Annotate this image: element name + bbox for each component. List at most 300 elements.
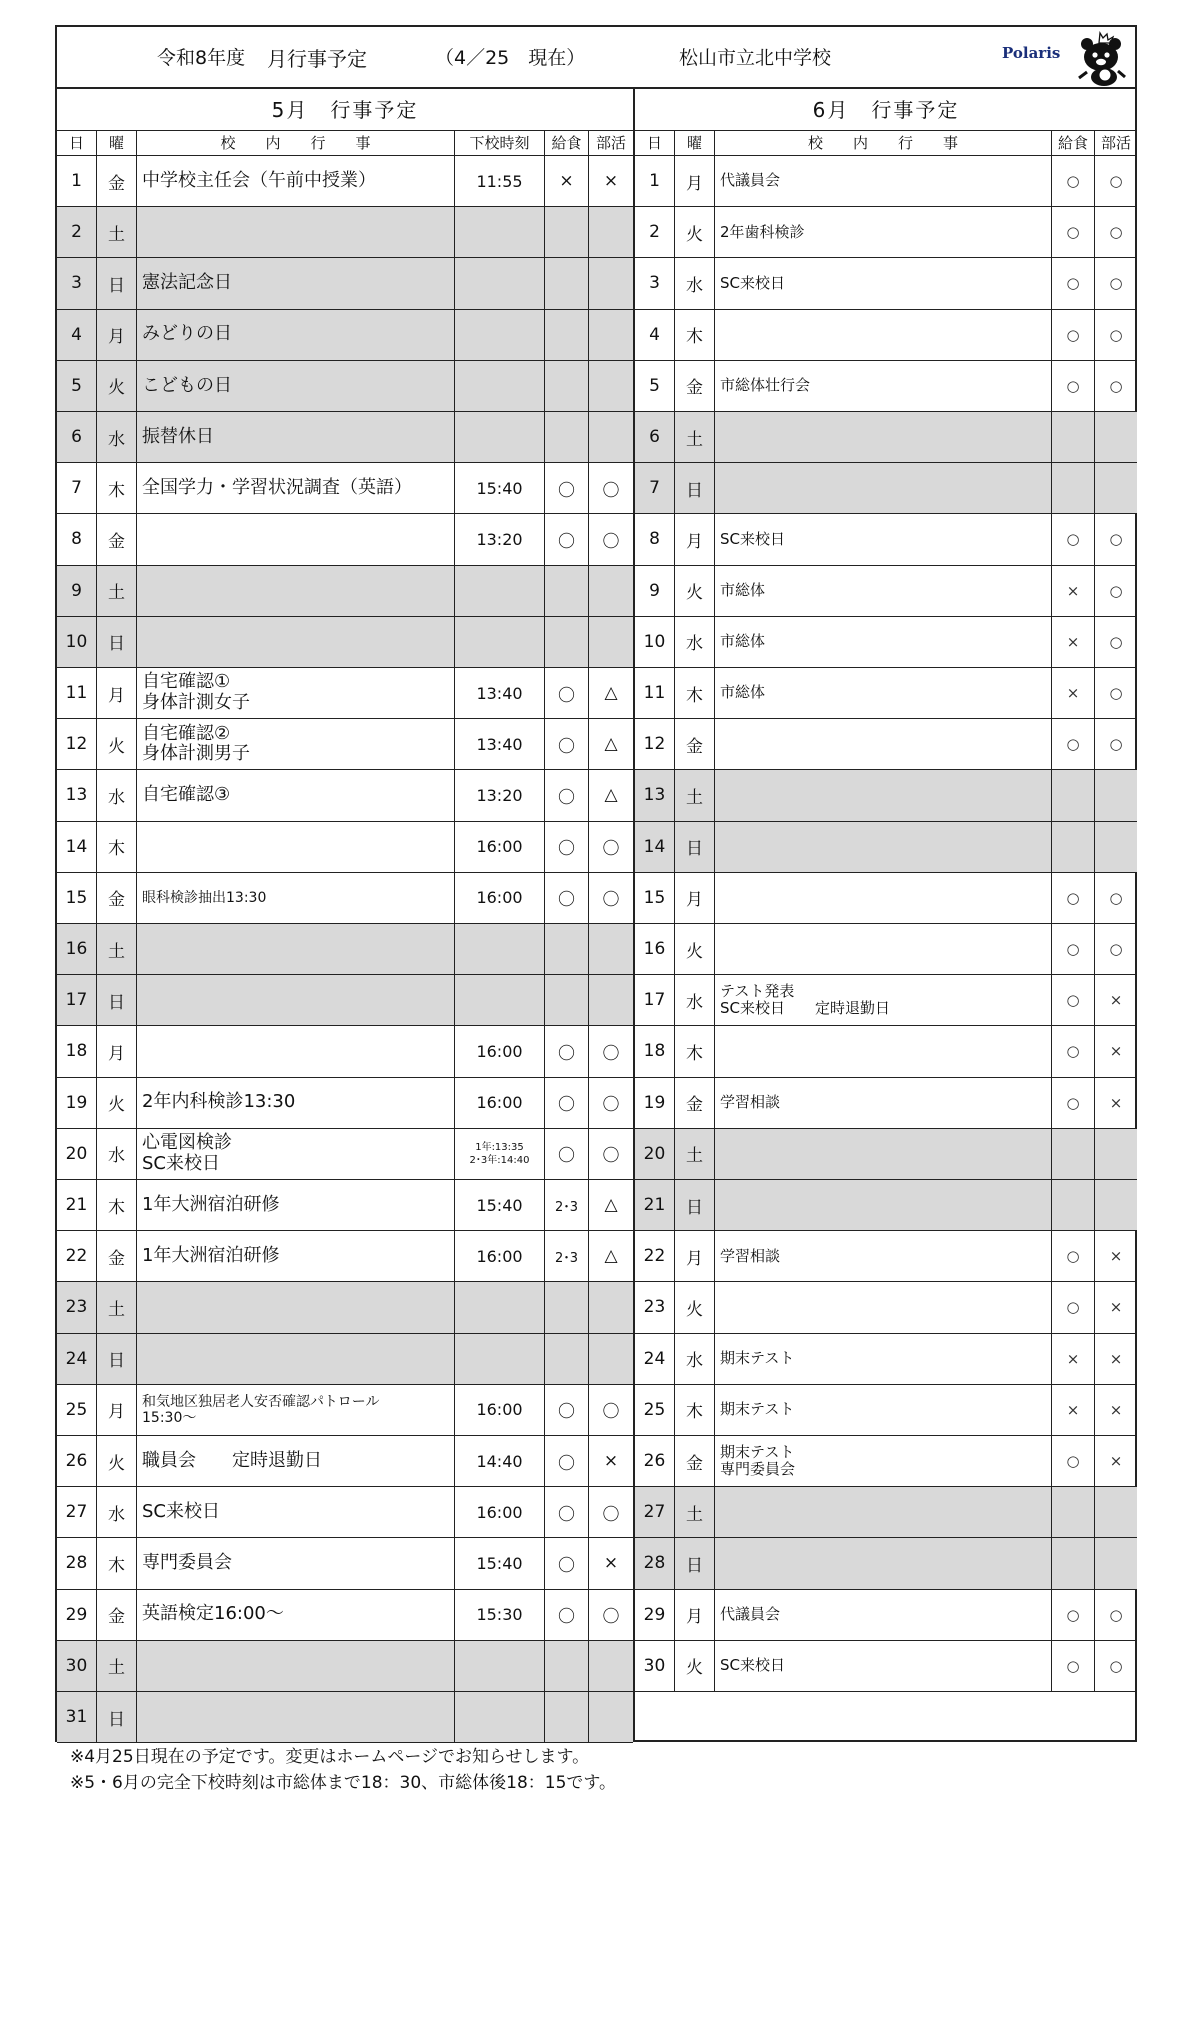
club-cell	[589, 412, 633, 462]
day-cell: 30	[57, 1641, 97, 1691]
june-column-headers	[635, 131, 1137, 156]
event-cell: こどもの日	[137, 361, 455, 411]
event-cell: 学習相談	[715, 1078, 1052, 1128]
club-cell: ○	[1109, 684, 1123, 703]
day-cell: 13	[57, 770, 97, 820]
lunch-cell: 〇	[545, 514, 589, 564]
event-cell	[137, 1282, 455, 1332]
lunch-cell: 〇	[545, 1078, 589, 1128]
club-cell: 〇	[602, 480, 620, 501]
dismissal-time-cell: 16:00	[455, 1026, 545, 1076]
day-cell: 28	[57, 1538, 97, 1588]
day-cell: 2	[635, 207, 675, 257]
weekday-cell: 金	[675, 719, 715, 769]
event-cell	[715, 310, 1052, 360]
club-cell	[589, 1334, 633, 1384]
club-cell: ○	[1109, 325, 1123, 344]
footnote: ※4月25日現在の予定です。変更はホームページでお知らせします。	[70, 1747, 590, 1767]
weekday-cell: 月	[675, 1231, 715, 1281]
weekday-cell: 火	[675, 1282, 715, 1332]
weekday-cell: 土	[97, 207, 137, 257]
table-row	[57, 1334, 633, 1385]
weekday-cell: 月	[675, 873, 715, 923]
event-cell	[715, 1487, 1052, 1537]
day-cell: 25	[57, 1385, 97, 1435]
dismissal-time-cell	[455, 258, 545, 308]
table-row	[635, 1129, 1137, 1180]
table-row	[57, 668, 633, 719]
event-cell	[137, 924, 455, 974]
day-cell: 1	[57, 156, 97, 206]
weekday-cell: 土	[675, 1129, 715, 1179]
day-cell: 6	[57, 412, 97, 462]
table-row	[57, 1282, 633, 1333]
club-cell	[1095, 1180, 1137, 1230]
lunch-cell: ○	[1052, 873, 1095, 923]
lunch-cell	[1052, 1538, 1095, 1588]
club-cell	[589, 566, 633, 616]
event-cell: 代議員会	[715, 156, 1052, 206]
table-row	[57, 1180, 633, 1231]
weekday-cell: 木	[675, 1385, 715, 1435]
club-cell	[589, 207, 633, 257]
weekday-cell: 月	[97, 668, 137, 718]
weekday-cell: 木	[97, 822, 137, 872]
club-cell: ○	[1109, 888, 1123, 907]
weekday-cell: 日	[675, 1538, 715, 1588]
table-row	[57, 1231, 633, 1282]
lunch-cell: ○	[1052, 1436, 1095, 1486]
table-row	[635, 463, 1137, 514]
dismissal-time-cell: 16:00	[455, 873, 545, 923]
event-cell: 1年大洲宿泊研修	[137, 1180, 455, 1230]
day-cell: 20	[635, 1129, 675, 1179]
lunch-cell: ○	[1052, 514, 1095, 564]
weekday-cell: 日	[97, 617, 137, 667]
lunch-cell	[1052, 822, 1095, 872]
lunch-cell	[1052, 1129, 1095, 1179]
table-row	[635, 310, 1137, 361]
lunch-cell: 〇	[545, 719, 589, 769]
lunch-cell: ×	[1052, 1385, 1095, 1435]
table-row	[57, 412, 633, 463]
day-cell: 30	[635, 1641, 675, 1691]
weekday-cell: 金	[97, 514, 137, 564]
day-cell: 26	[635, 1436, 675, 1486]
event-cell: 学習相談	[715, 1231, 1052, 1281]
lunch-cell: ○	[1052, 1282, 1095, 1332]
weekday-cell: 火	[97, 361, 137, 411]
event-cell: テスト発表 SC来校日 定時退勤日	[715, 975, 1052, 1025]
day-cell: 22	[57, 1231, 97, 1281]
col-weekday: 曜	[675, 131, 715, 156]
club-cell: ○	[1109, 223, 1123, 242]
club-cell: ○	[1109, 172, 1123, 191]
dismissal-time-cell: 13:40	[455, 719, 545, 769]
lunch-cell	[1052, 1180, 1095, 1230]
weekday-cell: 金	[675, 1436, 715, 1486]
club-cell	[589, 1282, 633, 1332]
lunch-cell: ○	[1052, 361, 1095, 411]
lunch-cell	[1052, 770, 1095, 820]
dismissal-time-cell	[455, 412, 545, 462]
event-cell: 市総体壮行会	[715, 361, 1052, 411]
club-cell: △	[604, 683, 618, 704]
event-cell: 代議員会	[715, 1590, 1052, 1640]
table-row	[635, 514, 1137, 565]
day-cell: 8	[635, 514, 675, 564]
weekday-cell: 月	[675, 156, 715, 206]
club-cell	[589, 361, 633, 411]
table-row	[57, 1590, 633, 1641]
day-cell: 12	[635, 719, 675, 769]
dismissal-time-cell: 13:20	[455, 514, 545, 564]
lunch-cell	[545, 207, 589, 257]
table-row	[57, 1538, 633, 1589]
schedule-sheet	[55, 25, 1137, 1742]
dismissal-time-cell: 15:40	[455, 463, 545, 513]
club-cell: 〇	[602, 1146, 620, 1167]
day-cell: 12	[57, 719, 97, 769]
day-cell: 2	[57, 207, 97, 257]
lunch-cell: 2･3	[545, 1180, 589, 1230]
lunch-cell: 〇	[545, 1385, 589, 1435]
event-cell: SC来校日	[715, 514, 1052, 564]
table-row	[635, 1026, 1137, 1077]
dismissal-time-cell	[455, 566, 545, 616]
club-cell: △	[604, 1246, 618, 1267]
footnote: ※5・6月の完全下校時刻は市総体まで18：30、市総体後18：15です。	[70, 1773, 617, 1793]
day-cell: 25	[635, 1385, 675, 1435]
table-row	[57, 617, 633, 668]
lunch-cell: ○	[1052, 207, 1095, 257]
event-cell	[137, 566, 455, 616]
event-cell: 和気地区独居老人安否確認パトロール 15:30～	[137, 1385, 455, 1435]
club-cell	[1095, 1487, 1137, 1537]
event-cell: 心電図検診 SC来校日	[137, 1129, 455, 1179]
event-cell	[715, 412, 1052, 462]
table-row	[635, 668, 1137, 719]
day-cell: 10	[635, 617, 675, 667]
event-cell	[137, 617, 455, 667]
event-cell	[715, 1129, 1052, 1179]
weekday-cell: 金	[675, 361, 715, 411]
weekday-cell: 日	[97, 975, 137, 1025]
table-row	[57, 1078, 633, 1129]
june-calendar	[635, 89, 1137, 1742]
lunch-cell	[545, 1641, 589, 1691]
lunch-cell: ○	[1052, 310, 1095, 360]
table-row	[57, 566, 633, 617]
club-cell: 〇	[602, 1095, 620, 1116]
weekday-cell: 木	[675, 668, 715, 718]
weekday-cell: 木	[97, 1538, 137, 1588]
table-row	[57, 1385, 633, 1436]
club-cell	[589, 310, 633, 360]
lunch-cell: 〇	[545, 1590, 589, 1640]
col-club: 部活	[595, 134, 626, 152]
table-row	[635, 361, 1137, 412]
club-cell: △	[604, 1195, 618, 1216]
weekday-cell: 火	[97, 1436, 137, 1486]
lunch-cell	[545, 258, 589, 308]
dismissal-time-cell: 15:40	[455, 1538, 545, 1588]
event-cell	[137, 1641, 455, 1691]
event-cell: 専門委員会	[137, 1538, 455, 1588]
school-name: 松山市立北中学校	[679, 47, 832, 69]
day-cell: 5	[57, 361, 97, 411]
weekday-cell: 月	[675, 514, 715, 564]
event-cell	[715, 1538, 1052, 1588]
bear-mascot-icon	[1060, 31, 1136, 87]
club-cell: ○	[1109, 274, 1123, 293]
table-row	[57, 1487, 633, 1538]
dismissal-time-cell	[455, 1692, 545, 1742]
table-row	[635, 1436, 1137, 1487]
lunch-cell: 〇	[545, 668, 589, 718]
table-row	[57, 873, 633, 924]
table-row	[635, 207, 1137, 258]
weekday-cell: 土	[97, 1641, 137, 1691]
event-cell: 職員会 定時退勤日	[137, 1436, 455, 1486]
weekday-cell: 木	[675, 310, 715, 360]
table-row	[635, 1538, 1137, 1589]
may-title: 5月 行事予定	[57, 89, 633, 131]
club-cell	[589, 617, 633, 667]
table-row	[635, 1231, 1137, 1282]
weekday-cell: 金	[97, 156, 137, 206]
event-cell: 自宅確認③	[137, 770, 455, 820]
table-row	[635, 258, 1137, 309]
weekday-cell: 木	[675, 1026, 715, 1076]
col-weekday: 曜	[97, 131, 137, 156]
title-row	[57, 27, 1135, 89]
lunch-cell: ×	[545, 156, 589, 206]
lunch-cell	[545, 924, 589, 974]
table-row	[635, 975, 1137, 1026]
day-cell: 24	[57, 1334, 97, 1384]
weekday-cell: 日	[97, 1334, 137, 1384]
may-calendar	[57, 89, 635, 1742]
lunch-cell	[545, 310, 589, 360]
event-cell	[137, 1692, 455, 1742]
dismissal-time-cell: 1年:13:35 2･3年:14:40	[455, 1129, 545, 1179]
lunch-cell: ○	[1052, 1026, 1095, 1076]
weekday-cell: 日	[97, 1692, 137, 1742]
lunch-cell: 〇	[545, 463, 589, 513]
weekday-cell: 土	[97, 566, 137, 616]
club-cell: ×	[1109, 991, 1123, 1010]
lunch-cell: 〇	[545, 1026, 589, 1076]
day-cell: 31	[57, 1692, 97, 1742]
club-cell: ×	[603, 1553, 619, 1574]
lunch-cell: 〇	[545, 1487, 589, 1537]
club-cell: ×	[603, 171, 619, 192]
day-cell: 4	[635, 310, 675, 360]
weekday-cell: 土	[675, 1487, 715, 1537]
weekday-cell: 火	[675, 924, 715, 974]
club-cell: 〇	[602, 890, 620, 911]
day-cell: 8	[57, 514, 97, 564]
lunch-cell: 〇	[545, 1436, 589, 1486]
weekday-cell: 土	[675, 412, 715, 462]
day-cell: 9	[57, 566, 97, 616]
event-cell: 2年歯科検診	[715, 207, 1052, 257]
day-cell: 14	[635, 822, 675, 872]
weekday-cell: 火	[97, 1078, 137, 1128]
lunch-cell: ×	[1052, 617, 1095, 667]
event-cell	[715, 822, 1052, 872]
lunch-cell	[545, 1692, 589, 1742]
lunch-cell: ○	[1052, 1590, 1095, 1640]
club-cell: 〇	[602, 531, 620, 552]
dismissal-time-cell: 14:40	[455, 1436, 545, 1486]
weekday-cell: 金	[97, 873, 137, 923]
dismissal-time-cell: 16:00	[455, 822, 545, 872]
event-cell	[137, 1334, 455, 1384]
event-cell: 眼科検診抽出13:30	[137, 873, 455, 923]
table-row	[57, 310, 633, 361]
day-cell: 19	[57, 1078, 97, 1128]
dismissal-time-cell	[455, 207, 545, 257]
club-cell: ○	[1109, 632, 1123, 651]
club-cell: ×	[1109, 1349, 1123, 1368]
weekday-cell: 木	[97, 1180, 137, 1230]
weekday-cell: 水	[675, 617, 715, 667]
table-row	[57, 1129, 633, 1180]
dismissal-time-cell	[455, 924, 545, 974]
lunch-cell: 〇	[545, 1538, 589, 1588]
day-cell: 22	[635, 1231, 675, 1281]
dismissal-time-cell	[455, 310, 545, 360]
day-cell: 20	[57, 1129, 97, 1179]
event-cell: 自宅確認② 身体計測男子	[137, 719, 455, 769]
weekday-cell: 日	[675, 463, 715, 513]
weekday-cell: 水	[675, 258, 715, 308]
day-cell: 17	[57, 975, 97, 1025]
club-cell: ×	[1109, 1042, 1123, 1061]
table-row	[57, 361, 633, 412]
club-cell: △	[604, 785, 618, 806]
club-cell: ×	[1109, 1298, 1123, 1317]
day-cell: 26	[57, 1436, 97, 1486]
table-row	[57, 822, 633, 873]
event-cell	[715, 463, 1052, 513]
fiscal-year: 令和8年度	[157, 47, 246, 69]
day-cell: 21	[635, 1180, 675, 1230]
event-cell	[137, 822, 455, 872]
lunch-cell: ×	[1052, 1334, 1095, 1384]
event-cell: 2年内科検診13:30	[137, 1078, 455, 1128]
day-cell: 14	[57, 822, 97, 872]
dismissal-time-cell	[455, 1282, 545, 1332]
lunch-cell	[1052, 1487, 1095, 1537]
lunch-cell: ○	[1052, 719, 1095, 769]
weekday-cell: 日	[675, 822, 715, 872]
lunch-cell: 〇	[545, 1129, 589, 1179]
day-cell: 28	[635, 1538, 675, 1588]
lunch-cell: ○	[1052, 1078, 1095, 1128]
event-cell: 市総体	[715, 617, 1052, 667]
event-cell: 中学校主任会（午前中授業）	[137, 156, 455, 206]
day-cell: 19	[635, 1078, 675, 1128]
club-cell	[589, 924, 633, 974]
day-cell: 11	[635, 668, 675, 718]
dismissal-time-cell: 16:00	[455, 1385, 545, 1435]
weekday-cell: 水	[675, 1334, 715, 1384]
weekday-cell: 水	[675, 975, 715, 1025]
dismissal-time-cell	[455, 617, 545, 667]
club-cell: 〇	[602, 1504, 620, 1525]
day-cell: 16	[57, 924, 97, 974]
event-cell: みどりの日	[137, 310, 455, 360]
club-cell	[589, 975, 633, 1025]
day-cell: 4	[57, 310, 97, 360]
weekday-cell: 水	[97, 770, 137, 820]
table-row	[635, 617, 1137, 668]
table-row	[635, 1590, 1137, 1641]
event-cell	[715, 1282, 1052, 1332]
club-cell: 〇	[602, 1043, 620, 1064]
col-day: 日	[635, 131, 675, 156]
col-lunch: 給食	[545, 131, 589, 156]
lunch-cell	[1052, 412, 1095, 462]
dismissal-time-cell: 13:20	[455, 770, 545, 820]
table-row	[635, 1282, 1137, 1333]
club-cell: ○	[1109, 735, 1123, 754]
day-cell: 7	[635, 463, 675, 513]
lunch-cell	[1052, 463, 1095, 513]
event-cell: 市総体	[715, 566, 1052, 616]
weekday-cell: 水	[97, 412, 137, 462]
weekday-cell: 日	[97, 258, 137, 308]
table-row	[57, 719, 633, 770]
club-cell: 〇	[602, 1402, 620, 1423]
weekday-cell: 土	[97, 1282, 137, 1332]
event-cell: 自宅確認① 身体計測女子	[137, 668, 455, 718]
lunch-cell: ○	[1052, 975, 1095, 1025]
lunch-cell: 〇	[545, 822, 589, 872]
day-cell: 27	[635, 1487, 675, 1537]
club-cell: 〇	[602, 1607, 620, 1628]
table-row	[57, 1692, 633, 1743]
event-cell	[715, 770, 1052, 820]
table-row	[57, 258, 633, 309]
day-cell: 17	[635, 975, 675, 1025]
club-cell	[589, 1692, 633, 1742]
event-cell	[137, 514, 455, 564]
weekday-cell: 火	[675, 207, 715, 257]
weekday-cell: 月	[97, 1026, 137, 1076]
table-row	[57, 1641, 633, 1692]
club-cell: ○	[1109, 1605, 1123, 1624]
table-row	[635, 1487, 1137, 1538]
club-cell: ○	[1109, 1656, 1123, 1675]
lunch-cell	[545, 412, 589, 462]
event-cell: SC来校日	[715, 258, 1052, 308]
day-cell: 29	[57, 1590, 97, 1640]
event-cell: SC来校日	[715, 1641, 1052, 1691]
weekday-cell: 土	[97, 924, 137, 974]
day-cell: 16	[635, 924, 675, 974]
event-cell	[715, 924, 1052, 974]
club-cell: ○	[1109, 530, 1123, 549]
club-cell: ○	[1109, 376, 1123, 395]
dismissal-time-cell: 15:40	[455, 1180, 545, 1230]
club-cell: ×	[1109, 1247, 1123, 1266]
club-cell	[1095, 770, 1137, 820]
event-cell	[715, 1026, 1052, 1076]
